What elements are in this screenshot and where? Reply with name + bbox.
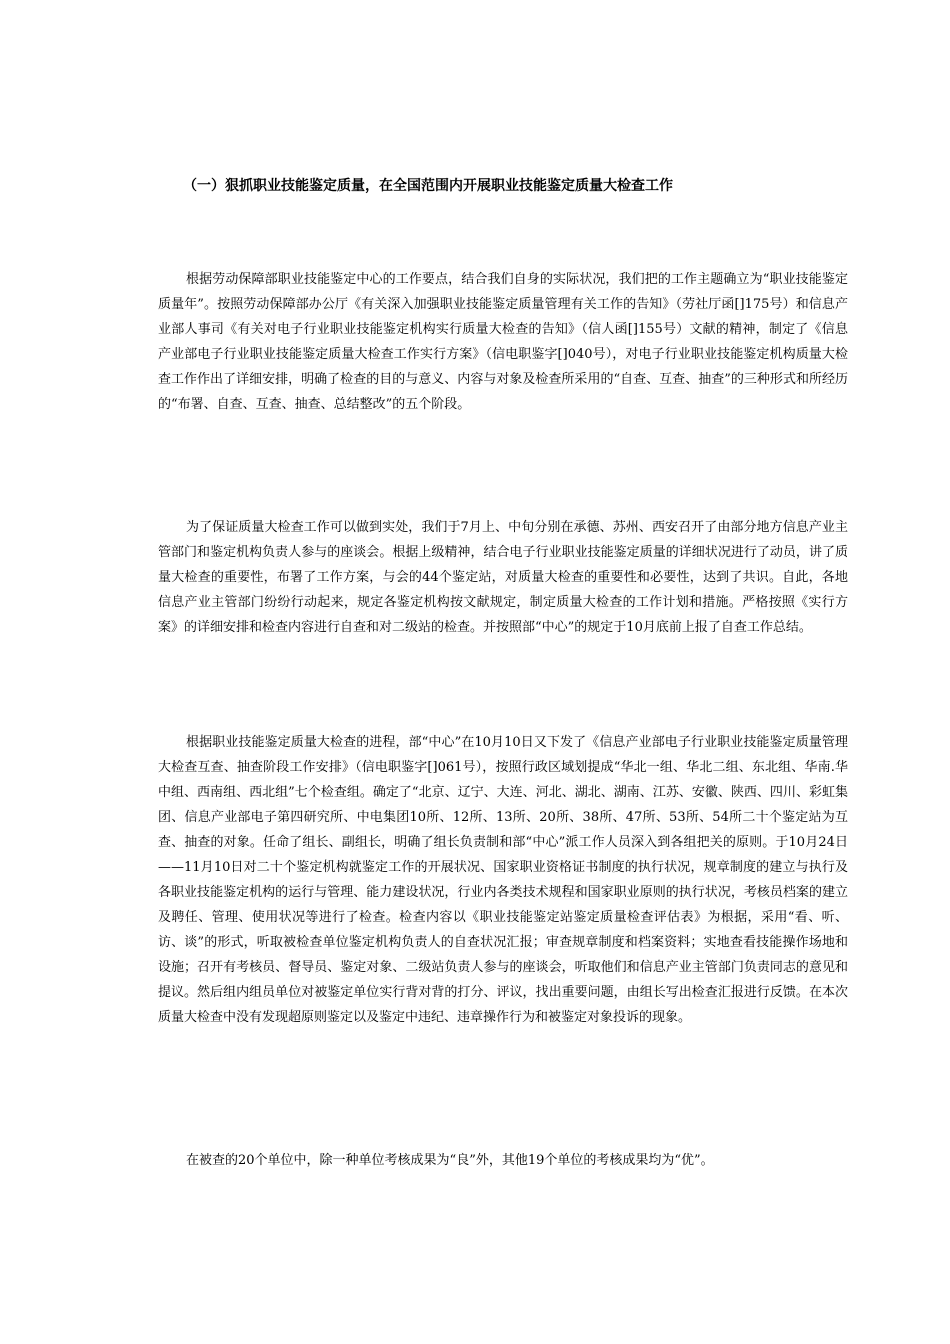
paragraph-results: 在被查的20个单位中，除一种单位考核成果为“良”外，其他19个单位的考核成果均为“优”。 <box>186 1153 714 1168</box>
section-heading: （一）狠抓职业技能鉴定质量，在全国范围内开展职业技能鉴定质量大检查工作 <box>183 178 673 194</box>
paragraph-inspection-process: 根据职业技能鉴定质量大检查的进程，部“中心”在10月10日又下发了《信息产业部电子行业职业技能鉴定质量管理大检查互查、抽查阶段工作安排》（信电职鉴字[]061号），按照行政区域划提成“华北一组、华北二组、东北组、华南.华中组、西南组、西北组”七个检查组。确定了“北京、辽宁、大连、河北、湖北、湖南、江苏、安徽、陕西、四川、彩虹集团、信息产业部电子第四研究所、中电集团10所、12所、13所、20所、38所、47所、53所、54所二十个鉴定站为互查、抽查的对象。任命了组长、副组长，明确了组长负责制和部“中心”派工作人员深入到各组把关的原则。于10月24日——11月10日对二十个鉴定机构就鉴定工作的开展状况、国家职业资格证书制度的执行状况，规章制度的建立与执行及各职业技能鉴定机构的运行与管理、能力建设状况，行业内各类技术规程和国家职业原则的执行状况，考核员档案的建立及聘任、管理、使用状况等进行了检查。检查内容以《职业技能鉴定站鉴定质量检查评估表》为根据，采用“看、听、访、谈”的形式，听取被检查单位鉴定机构负责人的自查状况汇报；审查规章制度和档案资料；实地查看技能操作场地和设施；召开有考核员、督导员、鉴定对象、二级站负责人参与的座谈会，听取他们和信息产业主管部门负责同志的意见和提议。然后组内组员单位对被鉴定单位实行背对背的打分、评议，找出重要问题，由组长写出检查汇报进行反馈。在本次质量大检查中没有发现超原则鉴定以及鉴定中违纪、违章操作行为和被鉴定对象投诉的现象。 <box>158 735 848 1025</box>
paragraph-work-theme: 根据劳动保障部职业技能鉴定中心的工作要点，结合我们自身的实际状况，我们把的工作主题确立为“职业技能鉴定质量年”。按照劳动保障部办公厅《有关深入加强职业技能鉴定质量管理有关工作的告知》（劳社厅函[]175号）和信息产业部人事司《有关对电子行业职业技能鉴定机构实行质量大检查的告知》（信人函[]155号）文献的精神，制定了《信息产业部电子行业职业技能鉴定质量大检查工作实行方案》（信电职鉴字[]040号），对电子行业职业技能鉴定机构质量大检查工作作出了详细安排，明确了检查的目的与意义、内容与对象及检查所采用的“自查、互查、抽查”的三种形式和所经历的“布署、自查、互查、抽查、总结整改”的五个阶段。 <box>158 272 848 412</box>
paragraph-symposiums: 为了保证质量大检查工作可以做到实处，我们于7月上、中旬分别在承德、苏州、西安召开了由部分地方信息产业主管部门和鉴定机构负责人参与的座谈会。根据上级精神，结合电子行业职业技能鉴定质量的详细状况进行了动员，讲了质量大检查的重要性，布署了工作方案，与会的44个鉴定站，对质量大检查的重要性和必要性，达到了共识。自此，各地信息产业主管部门纷纷行动起来，规定各鉴定机构按文献规定，制定质量大检查的工作计划和措施。严格按照《实行方案》的详细安排和检查内容进行自查和对二级站的检查。并按照部“中心”的规定于10月底前上报了自查工作总结。 <box>158 520 848 635</box>
